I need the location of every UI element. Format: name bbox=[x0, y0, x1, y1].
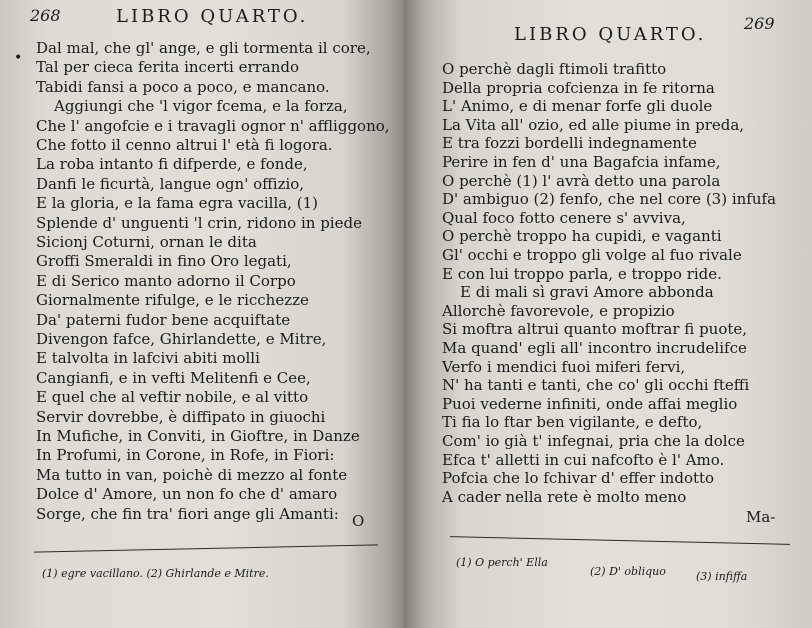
verse-line: Divengon fafce, Ghirlandette, e Mitre, bbox=[36, 330, 327, 348]
verse-line: O perchè (1) l' avrà detto una parola bbox=[442, 171, 721, 190]
verse-line: E talvolta in lafcivi abiti molli bbox=[36, 349, 260, 368]
verse-line: Giornalmente rifulge, e le ricchezze bbox=[36, 291, 309, 310]
verse-line: A cader nella rete è molto meno bbox=[442, 487, 687, 506]
verse-line: Da' paterni fudor bene acquiftate bbox=[36, 310, 291, 329]
verse-line: Ma quand' egli all' incontro incrudelifce bbox=[442, 339, 747, 357]
verse-line: In Mufiche, in Conviti, in Gioftre, in Danze bbox=[36, 427, 360, 445]
verse-line: In Profumi, in Corone, in Rofe, in Fiori: bbox=[36, 446, 335, 465]
verse-line: Ma tutto in van, poichè di mezzo al fonte bbox=[36, 465, 348, 484]
right-footnote-1: (1) O perch' Ella bbox=[456, 556, 548, 569]
verse-line: Com' io già t' infegnai, pria che la dolce bbox=[442, 432, 745, 450]
verse-line: Servir dovrebbe, è diffipato in giuochi bbox=[36, 407, 326, 426]
verse-line: Ti fia lo ftar ben vigilante, e defto, bbox=[442, 413, 703, 432]
verse-line: Danfi le ficurtà, langue ogn' offizio, bbox=[36, 174, 305, 193]
verse-line: Si moftra altrui quanto moftrar fi puote, bbox=[442, 320, 748, 339]
verse-line: Verfo i mendici fuoi miferi fervi, bbox=[442, 357, 686, 376]
left-footnote-rule bbox=[34, 544, 378, 552]
right-page bbox=[404, 0, 812, 628]
verse-line: O perchè troppo ha cupidi, e vaganti bbox=[442, 227, 722, 246]
right-catchword: Ma- bbox=[746, 508, 776, 526]
left-catchword: O bbox=[352, 512, 365, 530]
left-running-head: LIBRO QUARTO. bbox=[116, 6, 309, 27]
verse-line: D' ambiguo (2) fenfo, che nel core (3) infufa bbox=[442, 190, 777, 209]
verse-line: O perchè dagli ftimoli trafitto bbox=[442, 60, 667, 78]
verse-line: Allorchè favorevole, e propizio bbox=[442, 301, 675, 320]
left-page-number: 268 bbox=[30, 6, 61, 25]
right-running-head: LIBRO QUARTO. bbox=[514, 24, 707, 45]
verse-line: E la gloria, e la fama egra vacilla, (1) bbox=[36, 194, 318, 213]
left-page bbox=[0, 0, 404, 628]
verse-line: Groffi Smeraldi in fino Oro legati, bbox=[36, 252, 292, 271]
verse-line: Che fotto il cenno altrui l' età fi logora. bbox=[36, 136, 333, 154]
verse-line: Aggiungi che 'l vigor fcema, e la forza, bbox=[54, 97, 348, 116]
verse-line: Pofcia che lo fchivar d' effer indotto bbox=[442, 469, 715, 488]
verse-line: Dolce d' Amore, un non fo che d' amaro bbox=[36, 485, 338, 504]
margin-mark: • bbox=[14, 50, 23, 66]
verse-line: Perire in fen d' una Bagafcia infame, bbox=[442, 153, 721, 171]
right-footnote-rule bbox=[450, 536, 790, 545]
right-footnote-2: (2) D' obliquo bbox=[590, 565, 666, 578]
verse-line: E tra fozzi bordelli indegnamente bbox=[442, 134, 697, 153]
verse-line: Splende d' unguenti 'l crin, ridono in piede bbox=[36, 213, 362, 232]
verse-line: Che l' angofcie e i travagli ognor n' affliggono, bbox=[36, 116, 390, 135]
right-page-number: 269 bbox=[744, 14, 775, 33]
verse-line: E di mali sì gravi Amore abbonda bbox=[460, 283, 714, 302]
verse-line: Tabidi fansi a poco a poco, e mancano. bbox=[36, 77, 330, 96]
verse-line: Tal per cieca ferita incerti errando bbox=[36, 58, 300, 77]
verse-line: La Vita all' ozio, ed alle piume in preda, bbox=[442, 115, 745, 134]
verse-line: La roba intanto fi difperde, e fonde, bbox=[36, 155, 308, 174]
verse-line: Sorge, che fin tra' fiori ange gli Amanti: bbox=[36, 504, 339, 523]
verse-line: L' Animo, e di menar forfe gli duole bbox=[442, 97, 713, 116]
right-footnote-3: (3) infiffa bbox=[696, 570, 748, 583]
verse-line: Qual foco fotto cenere s' avviva, bbox=[442, 208, 686, 227]
verse-line: Puoi vederne infiniti, onde affai meglio bbox=[442, 394, 738, 413]
verse-line: E quel che al veftir nobile, e al vitto bbox=[36, 388, 309, 407]
verse-line: Efca t' alletti in cui nafcofto è l' Amo. bbox=[442, 450, 725, 469]
verse-line: Dal mal, che gl' ange, e gli tormenta il core, bbox=[36, 39, 371, 57]
verse-line: Gl' occhi e troppo gli volge al fuo rivale bbox=[442, 246, 742, 264]
verse-line: Della propria cofcienza in fe ritorna bbox=[442, 78, 715, 97]
verse-line: Sicionj Coturni, ornan le dita bbox=[36, 233, 257, 251]
verse-line: E con lui troppo parla, e troppo ride. bbox=[442, 264, 722, 283]
verse-line: N' ha tanti e tanti, che co' gli occhi fteffi bbox=[442, 376, 750, 395]
left-footnotes: (1) egre vacillano. (2) Ghirlande e Mitre. bbox=[42, 567, 269, 580]
verse-line: Cangianfi, e in vefti Melitenfi e Cee, bbox=[36, 368, 311, 387]
verse-line: E di Serico manto adorno il Corpo bbox=[36, 271, 296, 290]
